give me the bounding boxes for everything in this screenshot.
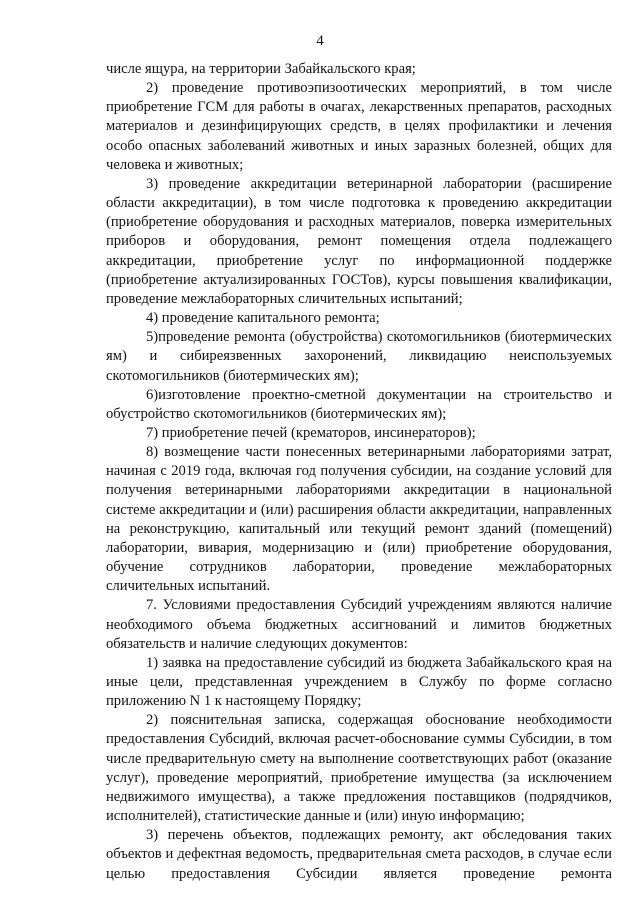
paragraph-7: 7) приобретение печей (крематоров, инсинераторов); xyxy=(146,424,476,441)
paragraph-9: 7. Условиями предоставления Субсидий учреждениям являются наличие необходимого объема бюджетных ассигнований и лимитов бюджетных обязательств и наличие следующих документов: xyxy=(106,597,612,652)
paragraph-12: 3) перечень объектов, подлежащих ремонту, акт обследования таких объектов и дефектная ведомость, предварительная смета расходов, в случае если целью предоставления Субсидии является проведение ремонта xyxy=(106,827,612,882)
paragraph-5: 5)проведение ремонта (обустройства) скотомогильников (биотермических ям) и сибиреязвенных захоронений, ликвидацию неиспользуемых скотомогильников (биотермических ям); xyxy=(106,329,612,384)
document-body xyxy=(106,60,612,884)
paragraph-3: 3) проведение аккредитации ветеринарной лаборатории (расширение области аккредитации), в том числе подготовка к проведению аккредитации (приобретение оборудования и расходных материалов, поверка измерительных приборов и оборудования, ремонт помещения отдела подлежащего аккредитации, приобретение услуг по информационной поддержке (приобретение актуализированных ГОСТов), курсы повышения квалификации, проведение межлабораторных сличительных испытаний; xyxy=(106,175,612,307)
paragraph-1: числе ящура, на территории Забайкальского края; xyxy=(106,61,416,77)
paragraph-6: 6)изготовление проектно-сметной документации на строительство и обустройство скотомогильников (биотермических ям); xyxy=(106,386,612,422)
paragraph-2: 2) проведение противоэпизоотических мероприятий, в том числе приобретение ГСМ для работы в очагах, лекарственных препаратов, расходных материалов и дезинфицирующих средств, в целях профилактики и лечения особо опасных заболеваний животных и иных заразных болезней, общих для человека и животных; xyxy=(106,80,612,173)
paragraph-10: 1) заявка на предоставление субсидий из бюджета Забайкальского края на иные цели, представленная учреждением в Службу по форме согласно приложению N 1 к настоящему Порядку; xyxy=(106,654,612,710)
paragraph-11: 2) пояснительная записка, содержащая обоснование необходимости предоставления Субсидий, включая расчет-обоснование суммы Субсидии, в том числе предварительную смету на выполнение соответствующих работ (оказание услуг), проведение мероприятий, приобретение имущества (за исключением недвижимого имущества), а также предложения поставщиков (подрядчиков, исполнителей), статистические данные и (или) иную информацию; xyxy=(106,712,612,825)
paragraph-4: 4) проведение капитального ремонта; xyxy=(146,310,380,327)
paragraph-8: 8) возмещение части понесенных ветеринарными лабораториями затрат, начиная с 2019 года, включая год получения субсидии, на создание условий для получения ветеринарными лабораториями аккредитации в национальной системе аккредитации и (или) расширения области аккредитации, направленных на реконструкцию, капитальный или текущий ремонт зданий (помещений) лаборатории, вивария, модернизацию и (или) приобретение оборудования, обучение сотрудников лаборатории, проведение межлабораторных сличительных испытаний. xyxy=(106,444,612,595)
page-number: 4 xyxy=(316,33,324,49)
